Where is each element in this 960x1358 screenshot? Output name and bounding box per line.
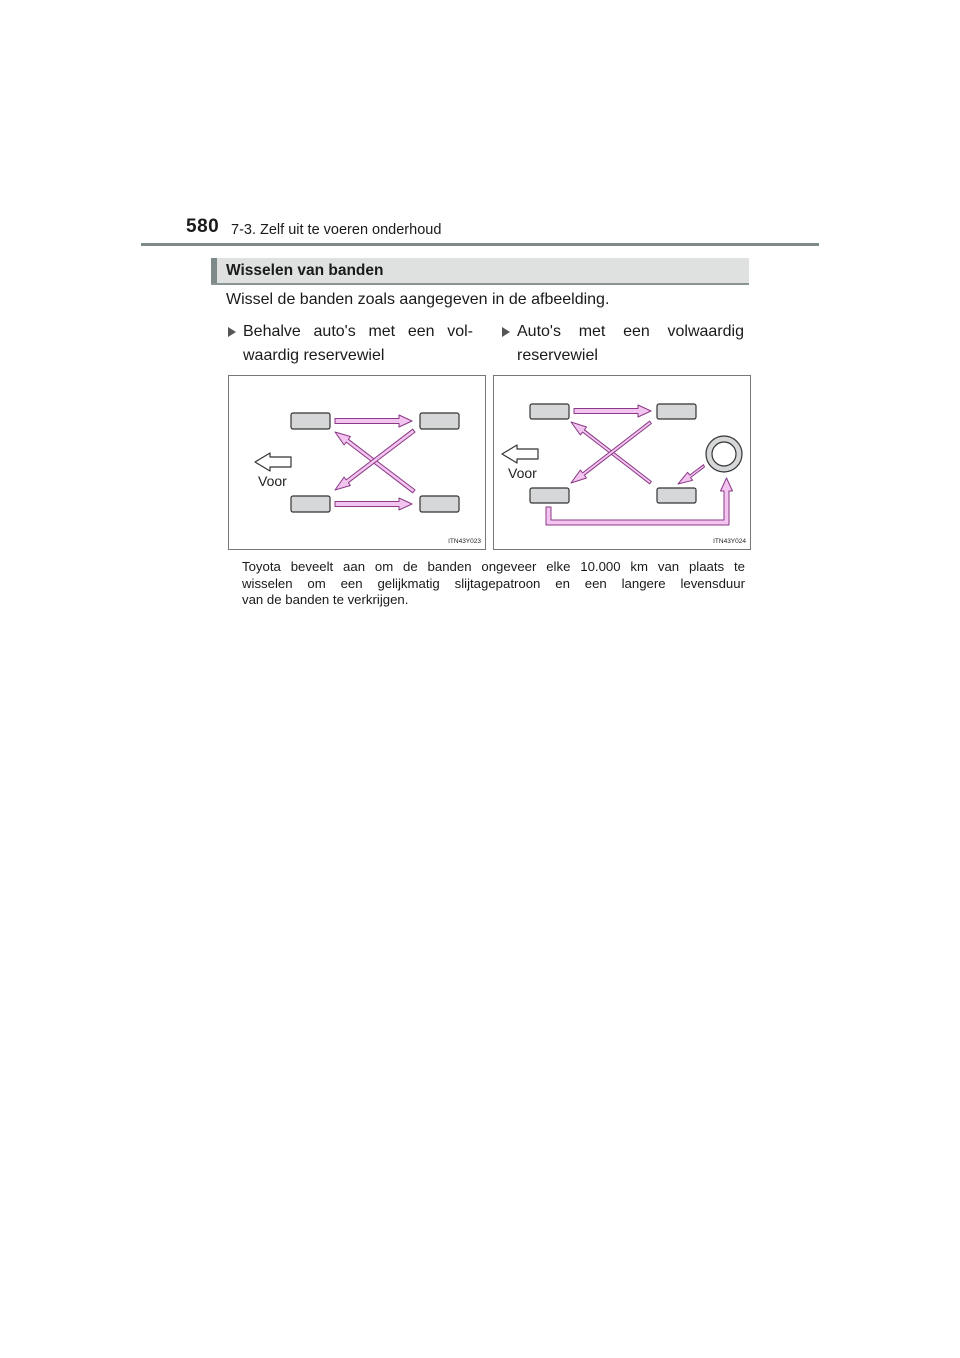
tire-rear-left bbox=[420, 413, 459, 429]
case-line bbox=[243, 320, 473, 344]
tire-rear-left bbox=[657, 404, 696, 419]
word: met bbox=[368, 323, 396, 340]
word: banden bbox=[427, 559, 472, 574]
word: vol- bbox=[447, 323, 473, 340]
tire-front-right bbox=[291, 496, 330, 512]
word: van bbox=[657, 559, 680, 574]
word: van de banden te verkrijgen. bbox=[242, 592, 409, 607]
note-line bbox=[242, 559, 745, 576]
case-line bbox=[517, 344, 744, 368]
front-label: Voor bbox=[508, 465, 537, 481]
word: reservewiel bbox=[517, 347, 598, 364]
word: beveelt bbox=[290, 559, 334, 574]
case-with-spare bbox=[517, 320, 744, 368]
note-line bbox=[242, 576, 745, 593]
front-direction-arrow-icon bbox=[502, 445, 538, 463]
word: aan bbox=[343, 559, 366, 574]
word: en bbox=[555, 575, 570, 591]
word: waardig reservewiel bbox=[243, 347, 385, 364]
word: Auto's bbox=[517, 323, 561, 340]
word: Behalve bbox=[243, 323, 301, 340]
word: km bbox=[630, 559, 649, 574]
section-title: Wisselen van banden bbox=[226, 262, 384, 279]
word: elke bbox=[546, 559, 571, 574]
rotation-diagram-without-spare bbox=[228, 375, 486, 550]
word: te bbox=[733, 559, 745, 574]
arrow-rear-to-spare-loop bbox=[546, 478, 733, 525]
word: een bbox=[584, 575, 607, 591]
section-heading-accent bbox=[211, 258, 217, 283]
arrow-spare-to-rear bbox=[678, 465, 704, 484]
word: een bbox=[407, 323, 435, 340]
rotation-diagram-with-spare bbox=[493, 375, 751, 550]
rotation-note bbox=[242, 559, 745, 609]
word: ongeveer bbox=[481, 559, 537, 574]
case-line bbox=[243, 344, 473, 368]
word: met bbox=[578, 323, 606, 340]
rotation-diagram-svg bbox=[494, 376, 750, 549]
tire-front-left bbox=[530, 404, 569, 419]
word: levensduur bbox=[680, 575, 745, 591]
word: gelijkmatig bbox=[377, 575, 440, 591]
bullet-triangle-icon bbox=[502, 327, 510, 337]
word: 10.000 bbox=[580, 559, 621, 574]
rotation-diagram-svg bbox=[229, 376, 485, 549]
word: Toyota bbox=[242, 559, 281, 574]
word: volwaardig bbox=[667, 323, 744, 340]
bullet-triangle-icon bbox=[228, 327, 236, 337]
section-heading-bar bbox=[211, 258, 749, 285]
front-label: Voor bbox=[258, 473, 287, 489]
case-without-spare bbox=[243, 320, 473, 368]
tire-front-right bbox=[530, 488, 569, 503]
intro-text: Wissel de banden zoals aangegeven in de afbeelding. bbox=[226, 291, 610, 308]
figure-code: ITN43Y023 bbox=[448, 538, 481, 545]
front-direction-arrow-icon bbox=[255, 453, 291, 471]
word: langere bbox=[621, 575, 666, 591]
page-number: 580 bbox=[186, 216, 220, 237]
arrow-front-to-rear-top bbox=[574, 405, 651, 417]
word: een bbox=[623, 323, 650, 340]
word: slijtagepatroon bbox=[454, 575, 541, 591]
case-line bbox=[517, 320, 744, 344]
word: plaats bbox=[688, 559, 725, 574]
word: om bbox=[307, 575, 326, 591]
arrow-front-to-rear-top bbox=[335, 415, 412, 427]
tire-front-left bbox=[291, 413, 330, 429]
word: om bbox=[374, 559, 394, 574]
tire-rear-right bbox=[657, 488, 696, 503]
word: wisselen bbox=[242, 575, 293, 591]
figure-code: ITN43Y024 bbox=[713, 538, 746, 545]
note-line bbox=[242, 592, 745, 609]
word: de bbox=[403, 559, 418, 574]
arrow-front-to-rear-bottom bbox=[335, 498, 412, 510]
word: auto's bbox=[313, 323, 356, 340]
word: een bbox=[340, 575, 363, 591]
tire-rear-right bbox=[420, 496, 459, 512]
section-reference: 7-3. Zelf uit te voeren onderhoud bbox=[231, 222, 442, 238]
header-rule bbox=[141, 243, 819, 246]
spare-tire-inner bbox=[712, 442, 736, 466]
